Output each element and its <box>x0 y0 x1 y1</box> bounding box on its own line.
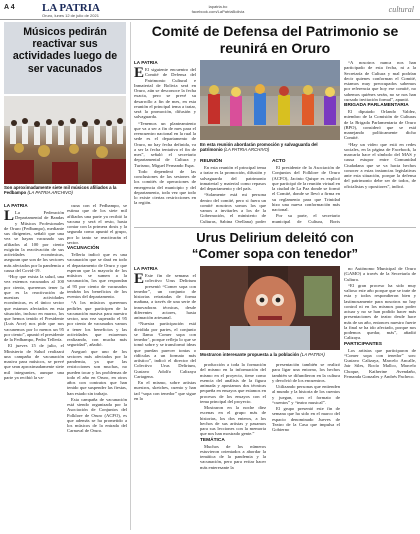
patrimonio-photo <box>200 60 340 140</box>
facebook-link[interactable]: facebook.com/LaPatriaBolivia <box>191 9 245 14</box>
page-number: A 4 <box>4 4 15 11</box>
urus-column-3: presentación también se realizó para ligar una entorno, los hechos también se difundieron en la cultura y devolvió de los encuentros. Utilizando personas que entienden al mundo y la historia de los cuentos y juegan, con el formato de “cuentos” y “teatro musical”. El grupo presentó este fin de semana que ha sido en el marco del espacio denominado Jueves de Teatro de la Casa que impulsa el Gobierno <box>272 362 340 432</box>
drop-cap: L <box>4 208 15 224</box>
patrimonio-column-1: LA PATRIA E El siguiente encuentro del Comité de Defensa del Patrimonio Cultural e Inmaterial de Bolivia será en Oruro, aún se desconoce la fecha exacta, pero se prevé su desarrollo a fin de mes, en esta reunión el principal tema a tratar, será la promoción, difusión y salvaguarda. “Tenemos un planteamiento que va a ser a fin de mes para el reencuentro nacional en la rual la sede es el departamento de Oruro, no hay fecha definida, va a ser la fecha tentativa el fin de mes”, señaló el secretario departamental de Cultura y Turismo, Miguel Fernando Espa. Todo dependerá de las conclusiones de las sesiones de los comités de operaciones de emergencia del municipio y del departamento, toda vez que todo lo existe ciertas restricciones en la región. <box>134 60 196 206</box>
music-headline: Músicos pedirán reactivar sus actividades luego de ser vacunados <box>12 26 118 75</box>
patrimonio-column-3: ACTO El presidente de la Asociación de Conjuntos del Folklore de Oruro (ACFO), Jacinto Quispe es explicó que participó de la reunión virtual en la ciudad de La Paz donde se formó el Comité, donde se llevó a firma en su reglamento para que Trinidad hizo una nueva conformación más nacional. Por su parte, el secretario municipal de Cultura, Boris <box>272 159 340 224</box>
web-links <box>178 4 258 14</box>
music-subhead-vacunacion: VACUNACIÓN <box>67 246 100 251</box>
urus-column-2: producción a toda la formación del mismo en la información del mismo en el proyecto, tiene como esencia del análisis de la figura animada y apostamos dos técnicas pequeña en ensayos que estamos en procesos de los ensayos con el tema principal del proyecto. Mostraron en la noche diez escenas en el grupo más de historias, los dos enteros, a los hechos de sus artistas y pasamos para sus lecciones con la memoria que nos han mostrado gente.” TEMÁTICA Muchos de los números estuvieron orientados a abordar la temática de la pandemia y la vacunación, pero para evitar hacer más enteresante la <box>200 362 266 470</box>
band-musicians-image <box>4 96 126 184</box>
drop-cap: E <box>134 65 145 81</box>
urus-photo <box>200 266 340 350</box>
urus-subhead-tematica: TEMÁTICA <box>200 437 225 443</box>
patrimonio-kicker: LA PATRIA <box>134 60 158 65</box>
urus-subhead-participantes: PARTICIPANTES <box>344 341 382 347</box>
music-kicker: LA PATRIA <box>4 203 28 208</box>
column-divider <box>130 22 131 530</box>
website-link[interactable]: lapatria.bo <box>208 4 228 9</box>
music-column-2: cuna con el Fedbampo, se estima que de los siete mil afiliados una parte ya recibió la vacuna y será el resto, hasta contar con la primera dosis y la segunda como apuntó el grupo, por lo tanto se reactivarán el sector. VACUNACIÓN Tellería indicó que es una vacunación que se dará en todo el departamento de Oruro y que esperan que la mayoría de los músicos se sumen a la vacunación, los que respondan al 95 por ciento de vacunados tendrán los beneficios de los eventos del departamento. “A los músicos queremos pedirles que participen de la vacunación masiva para nuestro sector, una vez superado el 95 por ciento de vacunados vamos a tener los beneficios y las actividades que estaremos realizando, con mucha más seguridad”, añadió. Aseguró que uno de los sectores más afectados por la pandemia, ya que las restricciones son muchas, no pueden tocar y los problemas de todo el año en Oruro, en otros años con contratos que han tenido que suspender las fiestas, han estado sin trabajo. Esta campaña de vacunación está siendo organizada por la Asociación de Conjuntos del Folklore de Oruro (ACFO), es que además se ha prometido a los músicos de la entrada del Carnaval de Oruro. <box>67 203 127 434</box>
patrimonio-subhead-acto: ACTO <box>272 159 286 164</box>
patrimonio-headline: Comité de Defensa del Patrimonio se reunirá en Oruro <box>151 23 399 56</box>
music-caption: Son aproximadamente siete mil músicos afiliados a la Fedbampo (LA PATRIA ARCHIVO) <box>4 185 117 195</box>
folklore-dancers-image <box>200 60 340 140</box>
music-photo <box>4 96 126 184</box>
section-label: cultural <box>388 5 414 14</box>
issue-date: Oruro, lunes 12 de julio de 2021 <box>42 13 99 18</box>
newspaper-logo: LA PATRIA <box>42 2 100 14</box>
page-header <box>0 0 420 20</box>
urus-column-4: no Autónomo Municipal de Oruro (GAMO) a través de la Secretaría de Cultura. “El gran proceso ha sido muy valioso este año porque que se trate de esta y todos respondieron bien y lastimosamente para nosotros no hay control ni en los mismos para poder actuar y no se han podido hacer más presentaciones de teatro desde hace más de un año, entonces nuestro fuerte la final se ha ido afectado, porque nos podemos quedar, más”, añadió Calizaya. PARTICIPANTES Los artistas que participaron de “Comer sopa con tenedor” son: Gustavo Calizaya, Marcelo Ancalle, Jair Siles, Rocío Mallco, Marcelo Choque, Katherine Avendaño, Fernanda Gonzales y Andrés Pacheco. <box>344 266 416 379</box>
section-rule <box>134 227 416 228</box>
patrimonio-column-2: REUNIÓN En esta reunión el principal tema a tratar es la promoción, difusión y salvaguarda del patrimonio inmaterial y material como repasos del departamento y del país. “Solamente está mi persona dentro del comité, pero si fuera un comité nosotros somos los que vamos a invitarles a los de la Gobernación, el ministerio de Culturas, Sabina Orellana) poder <box>200 159 266 224</box>
urus-column-1: LA PATRIA E Este fin de semana el colectivo Urus Delirium presentó “Comer sopa con tenedor”, un conjunto de historias retratadas de forma mañana, a través de una serie de innovadoras técnicas, desde diferentes actores, hasta animación artesanal. “Nuestra participación está dividida por partes, el conjunto se llama ‘Comer sopa con tenedor’, porque refleja lo que se tomó sobre y se transformó ideas que puedan parecer tontas o ridículas a un formato más artístico”, indicó el director del Colectivo Urus Delirium, Gustavo Adolfo Calizaya Cartagena. En el mismo, sobre artistas nuestros, sketches, cuento y han iad “sopa con tenedor” que sigue en la <box>134 266 196 401</box>
music-column-1: LA PATRIA L La Federación Departamental de Bandas y Músicos Profesionales de Oruro (Fedbampo), mediante sus dirigentes, señaló que una vez se hayan vacunado sus afiliados al 100 por ciento exigirán la reactivación de sus actividades económicas, aseguran que son de los sectores más afectados por la pandemia a causa del Covid-19. “Hoy que exista la salud, una vez estemos vacunados al 100 por ciento, queremos tener lo que es la reactivación de nuestras actividades económicas, es el único sector que estamos afectados en esta situación, incluso en marzo, los que hemos tenido el Presidente (Luis Arce) nos pide que nos vacunemos por lo menos un 95 por ciento”, apuntó el presidente de la Fedbampo, Pedro Tellería. El jueves 15 de julio, el Ministerio de Salud realizará una campaña de vacunación masiva para músicos, se prevé que sean aproximadamente siete mil integrantes, aunque una parte ya recibió la va- <box>4 203 64 380</box>
patrimonio-caption: En esta reunión abordarán promoción y salvaguarda del patrimonio (LA PATRIA ARCHIVO) <box>200 142 318 152</box>
urus-kicker: LA PATRIA <box>134 266 158 271</box>
patrimonio-column-4: “A nosotros nunca nos han participado de esta fecha, ni a la Secretaría de Cultura y mal podrían decir quienes conforman el Comité, estamos muy preocupados sabemos por referencia que hoy ese comité, no sabemos quiénes serán, no se nos han cursado invitación formal”, apuntó. BRIGADA PARLAMENTARIA El diputado Orlando Valdez, miembro de la Comisión de Culturas de la Brigada Parlamentaria de Oruro (BPO), consideró que se está manejando políticamente dicho Comité. “Hay un video que está en redes sociales, en la página de Facebook, la marcaría hace el símbolo del MAS y causa estupor entre Comunidad Ciudadana que se va hacia hechos conocer a estas instancias legislativas ante esta situación, porque la defensa del patrimonio debe ser de todos, de oficialistas y opositores”, indicó. <box>344 60 416 189</box>
patrimonio-subhead-brigada: BRIGADA PARLAMENTARIA <box>344 103 409 108</box>
drop-cap: E <box>134 271 145 287</box>
patrimonio-subhead-reunion: REUNIÓN <box>200 159 223 164</box>
urus-headline: Urus Delirium deleitó con “Comer sopa con tenedor” <box>191 230 359 261</box>
urus-caption: Mostraron interesante propuesta a la población (LA PATRIA) <box>200 352 325 357</box>
theatre-performance-image <box>200 266 340 350</box>
